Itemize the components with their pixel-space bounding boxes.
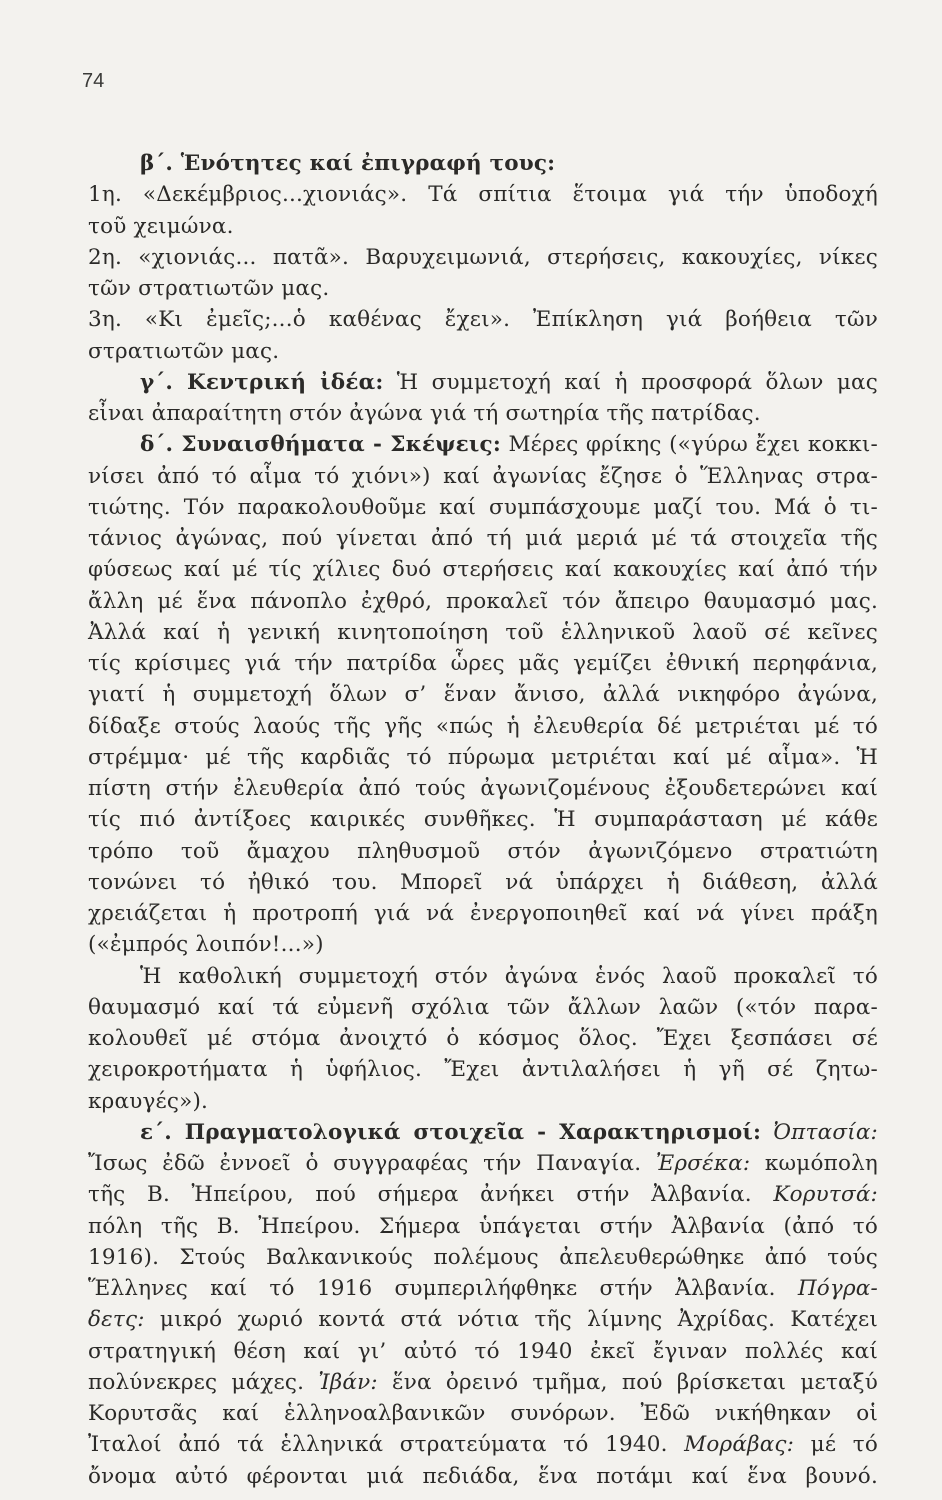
text-line	[88, 461, 878, 492]
page-number: 74	[82, 70, 105, 92]
body-text: τρόπο τοῦ ἄμαχου πληθυσμοῦ στόν ἀγωνιζόμενο στρατιώτη	[88, 838, 878, 864]
body-text: τίς πιό ἀντίξοες καιρικές συνθῆκες. Ἡ συμπαράσταση μέ κάθε	[88, 807, 878, 833]
body-text: πίστη στήν ἐλευθερία ἀπό τούς ἀγωνιζομένους ἐξουδετερώνει καί	[88, 776, 878, 801]
body-text: πόλη τῆς Β. Ἠπείρου. Σήμερα ὑπάγεται στήν Ἀλβανία (ἀπό τό	[88, 1213, 878, 1239]
text-line	[88, 742, 878, 773]
text-line	[88, 1211, 878, 1242]
body-text: πολύνεκρες μάχες.	[88, 1369, 319, 1395]
text-line	[88, 523, 878, 554]
body-text: τάνιος ἀγώνας, πού γίνεται ἀπό τή μιά μεριά μέ τά στοιχεῖα τῆς	[88, 526, 878, 551]
body-text: μέ τό	[794, 1432, 878, 1458]
text-line	[88, 679, 878, 710]
text-line	[88, 617, 878, 648]
body-text: ὄνομα αὐτό φέρονται μιά πεδιάδα, ἕνα ποτάμι καί ἕνα βουνό.	[88, 1463, 878, 1489]
body-text: κολουθεῖ μέ στόμα ἀνοιχτό ὁ κόσμος ὅλος. Ἔχει ξεσπάσει σέ	[88, 1026, 878, 1051]
text-line	[88, 648, 878, 679]
bold-heading-text: δ΄. Συναισθήματα - Σκέψεις:	[140, 432, 501, 458]
body-text: ἕνα ὀρεινό τμῆμα, πού βρίσκεται μεταξύ	[377, 1369, 878, 1395]
italic-term-text: δετς:	[88, 1307, 145, 1333]
text-line	[88, 1242, 878, 1273]
text-line	[88, 367, 878, 398]
body-text: νίσει ἀπό τό αἷμα τό χιόνι») καί ἀγωνίας ἔζησε ὁ Ἕλληνας στρα-	[88, 463, 878, 489]
body-text: Ἰταλοί ἀπό τά ἑλληνικά στρατεύματα τό 1940.	[88, 1432, 685, 1458]
text-line	[88, 773, 878, 804]
body-text: 1916). Στούς Βαλκανικούς πολέμους ἀπελευθερώθηκε ἀπό τούς	[88, 1244, 878, 1270]
text-line	[88, 804, 878, 835]
italic-term-text: Ἰβάν:	[318, 1369, 378, 1395]
text-line	[88, 1054, 878, 1085]
text-line	[88, 1461, 878, 1492]
italic-term-text: Ὀπτασία:	[761, 1119, 878, 1145]
body-text: 2η. «χιονιάς... πατᾶ». Βαρυχειμωνιά, στερήσεις, κακουχίες, νίκες	[88, 244, 878, 270]
bold-heading-text: γ΄. Κεντρική ἰδέα:	[140, 369, 384, 395]
text-line	[88, 929, 878, 960]
italic-term-text: Πόγρα-	[797, 1276, 878, 1301]
body-text: εἶναι ἀπαραίτητη στόν ἀγώνα γιά τή σωτηρία τῆς πατρίδας.	[88, 401, 761, 426]
text-line	[88, 242, 878, 273]
text-line	[88, 1398, 878, 1429]
body-text: Ἕλληνες καί τό 1916 συμπεριλήφθηκε στήν Ἀλβανία.	[88, 1276, 798, 1301]
body-text: τοῦ χειμώνα.	[88, 213, 234, 239]
text-line	[88, 211, 878, 242]
text-line	[88, 961, 878, 992]
text-line	[88, 992, 878, 1023]
text-line	[88, 492, 878, 523]
body-text: θαυμασμό καί τά εὐμενῆ σχόλια τῶν ἄλλων λαῶν («τόν παρα-	[88, 994, 878, 1020]
text-line	[88, 273, 878, 304]
text-line	[88, 711, 878, 742]
body-text: κραυγές»).	[88, 1088, 209, 1114]
text-line	[88, 1336, 878, 1367]
body-text: χειροκροτήματα ἡ ὑφήλιος. Ἔχει ἀντιλαλήσει ἡ γῆ σέ ζητω-	[88, 1057, 878, 1083]
text-line	[88, 1367, 878, 1398]
body-text: Ἴσως ἐδῶ ἐννοεῖ ὁ συγγραφέας τήν Παναγία.	[88, 1151, 656, 1176]
text-line	[88, 398, 878, 429]
italic-term-text: Ἐρσέκα:	[655, 1151, 751, 1176]
body-text: τῆς Β. Ἠπείρου, πού σήμερα ἀνήκει στήν Ἀλβανία.	[88, 1182, 774, 1208]
text-line	[88, 836, 878, 867]
italic-term-text: Κορυτσά:	[773, 1182, 878, 1208]
body-text: φύσεως καί μέ τίς χίλιες δυό στερήσεις καί κακουχίες καί ἀπό τήν	[88, 557, 878, 583]
body-text: τίς κρίσιμες γιά τήν πατρίδα ὧρες μᾶς γεμίζει ἐθνική περηφάνια,	[88, 651, 878, 676]
body-text: Κορυτσᾶς καί ἑλληνοαλβανικῶν συνόρων. Ἐδῶ νικήθηκαν οἱ	[88, 1401, 878, 1426]
body-text: δίδαξε στούς λαούς τῆς γῆς «πώς ἡ ἐλευθερία δέ μετριέται μέ τό	[88, 713, 878, 739]
text-line	[88, 1023, 878, 1054]
text-line	[88, 148, 878, 179]
body-text: στρατιωτῶν μας.	[88, 338, 280, 364]
body-text: Ἀλλά καί ἡ γενική κινητοποίηση τοῦ ἑλληνικοῦ λαοῦ σέ κεῖνες	[88, 619, 878, 645]
body-text: μικρό χωριό κοντά στά νότια τῆς λίμνης Ἀχρίδας. Κατέχει	[144, 1307, 878, 1333]
text-line	[88, 1429, 878, 1460]
body-text: Ἡ καθολική συμμετοχή στόν ἀγώνα ἑνός λαοῦ προκαλεῖ τό	[140, 963, 878, 989]
body-text: («ἐμπρός λοιπόν!...»)	[88, 932, 324, 958]
document-body	[88, 148, 878, 1492]
text-line	[88, 1179, 878, 1210]
body-text: στρέμμα· μέ τῆς καρδιᾶς τό πύρωμα μετριέται καί μέ αἷμα». Ἡ	[88, 744, 878, 770]
bold-heading-text: β΄. Ἑνότητες καί ἐπιγραφή τους:	[140, 151, 556, 176]
text-line	[88, 1273, 878, 1304]
body-text: 3η. «Κι ἐμεῖς;...ὁ καθένας ἔχει». Ἐπίκληση γιά βοήθεια τῶν	[88, 307, 878, 333]
text-line	[88, 867, 878, 898]
body-text: χρειάζεται ἡ προτροπή γιά νά ἐνεργοποιηθεῖ καί νά γίνει πράξη	[88, 901, 878, 926]
body-text: τιώτης. Τόν παρακολουθοῦμε καί συμπάσχουμε μαζί του. Μά ὁ τι-	[88, 494, 878, 520]
bold-heading-text: ε΄. Πραγματολογικά στοιχεῖα - Χαρακτηρισμοί:	[140, 1119, 762, 1145]
text-line	[88, 1117, 878, 1148]
body-text: ἄλλη μέ ἕνα πάνοπλο ἐχθρό, προκαλεῖ τόν ἄπειρο θαυμασμό μας.	[88, 588, 878, 614]
text-line	[88, 429, 878, 460]
body-text: γιατί ἡ συμμετοχή ὅλων σ’ ἕναν ἄνισο, ἀλλά νικηφόρο ἀγώνα,	[88, 682, 878, 708]
text-line	[88, 304, 878, 335]
body-text: τονώνει τό ἠθικό του. Μπορεῖ νά ὑπάρχει ἡ διάθεση, ἀλλά	[88, 869, 878, 895]
text-line	[88, 554, 878, 585]
text-line	[88, 1086, 878, 1117]
text-line	[88, 179, 878, 210]
body-text: 1η. «Δεκέμβριος...χιονιάς». Τά σπίτια ἕτοιμα γιά τήν ὑποδοχή	[88, 182, 878, 208]
body-text: στρατηγική θέση καί γι’ αὐτό τό 1940 ἐκεῖ ἔγιναν πολλές καί	[88, 1338, 878, 1364]
body-text: κωμόπολη	[750, 1151, 878, 1176]
text-line	[88, 898, 878, 929]
text-line	[88, 1304, 878, 1335]
body-text: Μέρες φρίκης («γύρω ἔχει κοκκι-	[500, 432, 878, 458]
text-line	[88, 586, 878, 617]
body-text: Ἡ συμμετοχή καί ἡ προσφορά ὅλων μας	[383, 369, 878, 395]
italic-term-text: Μοράβας:	[684, 1432, 795, 1458]
text-line	[88, 1148, 878, 1179]
body-text: τῶν στρατιωτῶν μας.	[88, 276, 330, 301]
text-line	[88, 336, 878, 367]
